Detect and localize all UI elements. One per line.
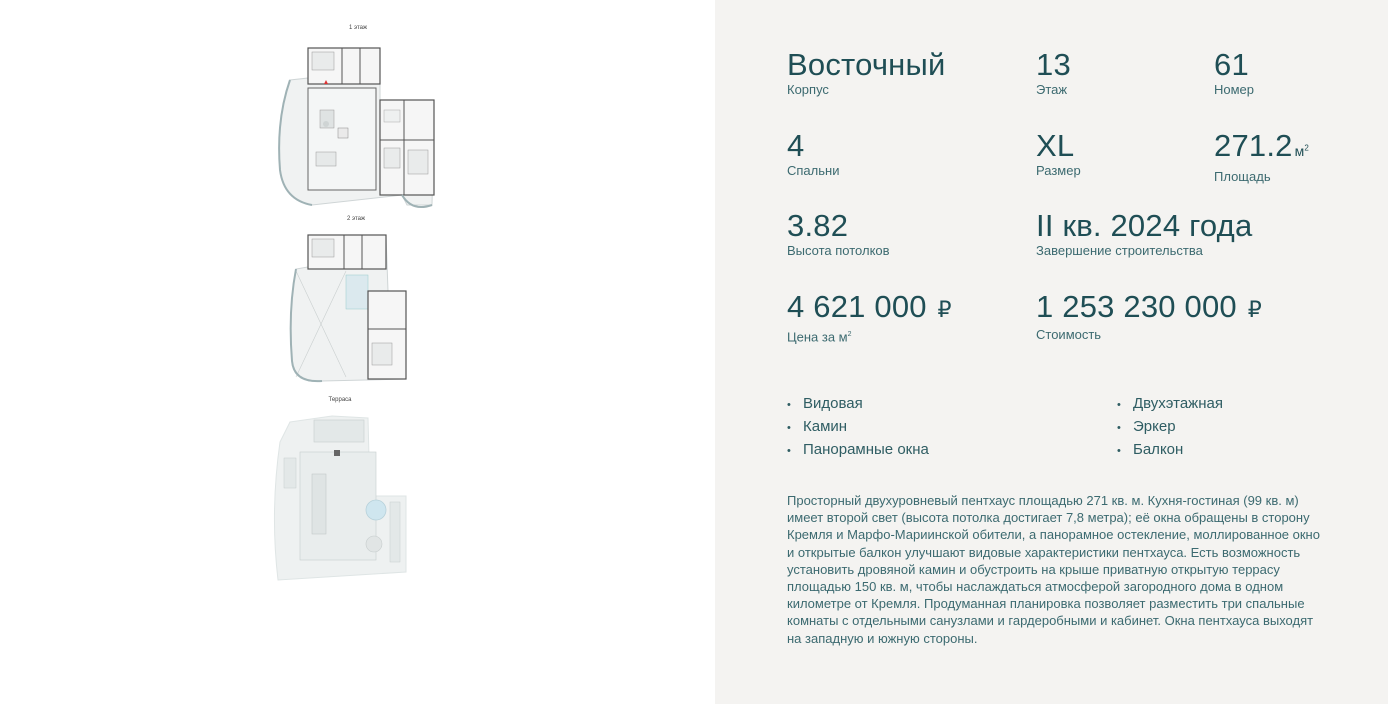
stat-completion [1036,210,1252,259]
feature-item: • Камин [787,416,929,439]
stat-number [1214,49,1254,98]
ceiling-label: Высота потолков [787,243,890,258]
building-label: Корпус [787,82,829,97]
completion-label: Завершение строительства [1036,243,1203,258]
size-label: Размер [1036,163,1081,178]
price-per-m-value-line [787,291,952,325]
floor2-caption: 2 этаж [347,216,365,222]
stat-price-per-m [787,291,952,345]
feature-item: • Двухэтажная [1117,393,1223,416]
size-value: XL [1036,128,1075,163]
feature-item: • Балкон [1117,439,1223,462]
stat-building [787,49,946,98]
stat-size [1036,130,1081,179]
feature-item: • Панорамные окна [787,439,929,462]
stat-total-price [1036,291,1262,343]
terrace-caption: Терраса [328,397,352,403]
area-value-line [1214,130,1309,167]
floor-label: Этаж [1036,82,1068,97]
floor-value: 13 [1036,47,1071,82]
stat-bedrooms [787,130,839,179]
stat-ceiling [787,210,890,259]
total-price-label: Стоимость [1036,327,1102,342]
ceiling-value: 3.82 [787,208,849,243]
number-label: Номер [1214,82,1255,97]
stat-area [1214,130,1309,185]
ruble-icon: ₽ [937,297,952,322]
bedrooms-value: 4 [787,128,805,163]
terrace-plan[interactable] [270,412,410,584]
price-per-m-value: 4 621 000 [787,289,927,324]
feature-item: • Эркер [1117,416,1223,439]
bedrooms-label: Спальни [787,163,840,178]
features-right [1117,393,1223,462]
area-unit: $м^2$ [1294,143,1310,159]
feature-item: • Видовая [787,393,929,416]
area-label: Площадь [1214,169,1271,184]
apartment-description: Просторный двухуровневый пентхаус площадью 271 кв. м. Кухня-гостиная (99 кв. м) имеет второй свет (высота потолка достигает 7,8 метра); её окна обращены в сторону Кремля и Марфо-Мариинской обители, а панорамное остекление, моллированное окно и открытые балкон улучшают видовые характеристики пентхауса. Есть возможность установить дровяной камин и обустроить на крыше приватную открытую террасу площадью 150 кв. м, чтобы наслаждаться атмосферой загородного дома в одном километре от Кремля. Продуманная планировка позволяет разместить три спальные комнаты с отдельными санузлами и гардеробными и кабинет. Окна пентхауса выходят на западную и южную стороны. [787,493,1320,646]
floor1-plan[interactable] [272,40,444,210]
area-value: 271.2 [1214,128,1293,163]
number-value: 61 [1214,47,1249,82]
total-price-value: 1 253 230 000 [1036,289,1237,324]
price-per-m-label-line: Цена за $м^2$ [787,329,852,345]
completion-value: II кв. 2024 года [1036,208,1253,243]
floor1-caption: 1 этаж [349,25,367,31]
building-value: Восточный [787,47,946,82]
stat-floor [1036,49,1071,98]
total-price-value-line [1036,291,1262,325]
price-per-m-label: Цена за м [787,329,848,345]
ruble-icon: ₽ [1247,297,1262,322]
floor2-plan[interactable] [282,231,412,386]
features-left [787,393,929,462]
